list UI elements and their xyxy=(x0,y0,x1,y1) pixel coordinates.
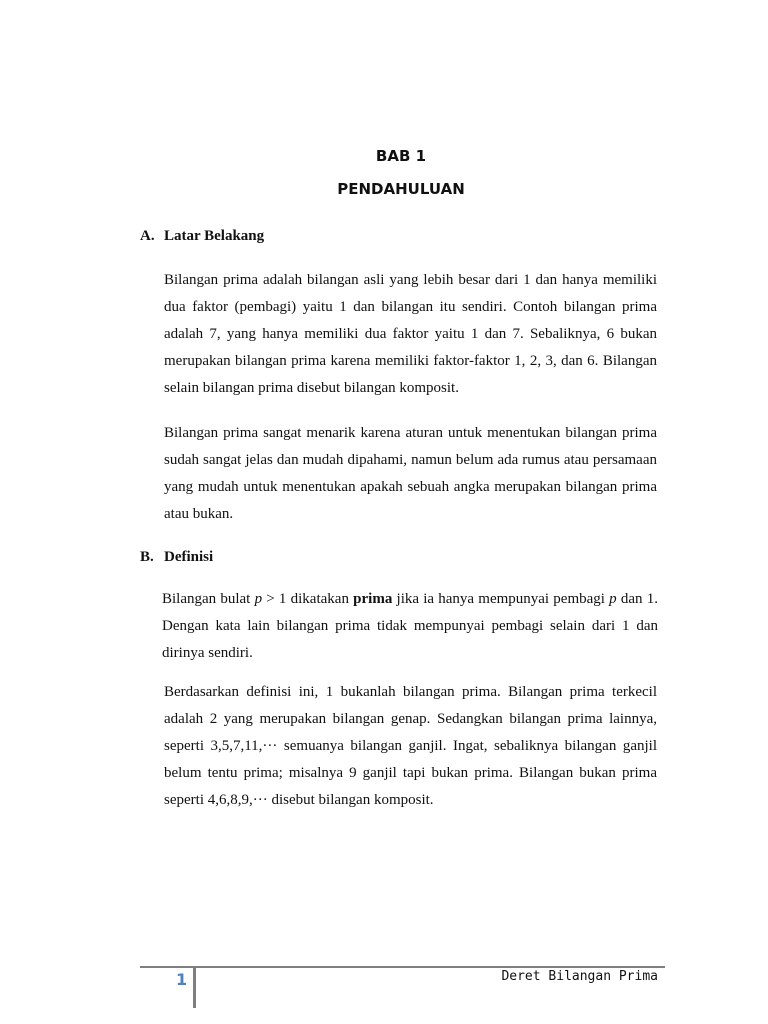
running-title: Deret Bilangan Prima xyxy=(501,969,658,984)
page-number: 1 xyxy=(176,970,188,989)
definition-text: jika ia hanya mempunyai pembagi xyxy=(392,591,610,607)
section-a-heading xyxy=(140,228,264,245)
section-letter: A. xyxy=(140,228,155,244)
paragraph-background-2: Bilangan prima sangat menarik karena aturan untuk menentukan bilangan prima sudah sangat jelas dan mudah dipahami, namun belum ada rumus atau persamaan yang mudah untuk menentukan apakah sebuah angka merupakan bilangan prima atau bukan. xyxy=(164,425,657,522)
paragraph-consequence: Berdasarkan definisi ini, 1 bukanlah bilangan prima. Bilangan prima terkecil adalah 2 yang merupakan bilangan genap. Sedangkan bilangan prima lainnya, seperti 3,5,7,11,··· semuanya bilangan ganjil. Ingat, sebaliknya bilangan ganjil belum tentu prima; misalnya 9 ganjil tapi bukan prima. Bilangan bukan prima seperti 4,6,8,9,··· disebut bilangan komposit. xyxy=(164,684,657,808)
definition-text: Bilangan bulat xyxy=(162,591,255,607)
term-prima: prima xyxy=(353,591,393,607)
section-title: Definisi xyxy=(164,549,214,565)
definition-text: > 1 dikatakan xyxy=(262,591,354,607)
paragraph-background-1: Bilangan prima adalah bilangan asli yang lebih besar dari 1 dan hanya memiliki dua faktor (pembagi) yaitu 1 dan bilangan itu sendiri. Contoh bilangan prima adalah 7, yang hanya memiliki dua faktor yaitu 1 dan 7. Sebaliknya, 6 bukan merupakan bilangan prima karena memiliki faktor-faktor 1, 2, 3, dan 6. Bilangan selain bilangan prima disebut bilangan komposit. xyxy=(164,272,657,396)
section-title: Latar Belakang xyxy=(164,228,265,244)
section-letter: B. xyxy=(140,549,154,565)
variable-p: p xyxy=(254,591,263,607)
section-b-heading xyxy=(140,549,213,566)
definition-text: dan 1. Dengan kata lain bilangan prima tidak mempunyai pembagi selain dari 1 dan dirinya sendiri. xyxy=(162,591,658,661)
footer-rule xyxy=(140,966,665,968)
chapter-title: PENDAHULUAN xyxy=(337,180,465,198)
chapter-number: BAB 1 xyxy=(375,147,427,165)
variable-p: p xyxy=(609,591,617,607)
footer-divider xyxy=(193,966,196,1008)
paragraph-definition xyxy=(162,586,658,667)
